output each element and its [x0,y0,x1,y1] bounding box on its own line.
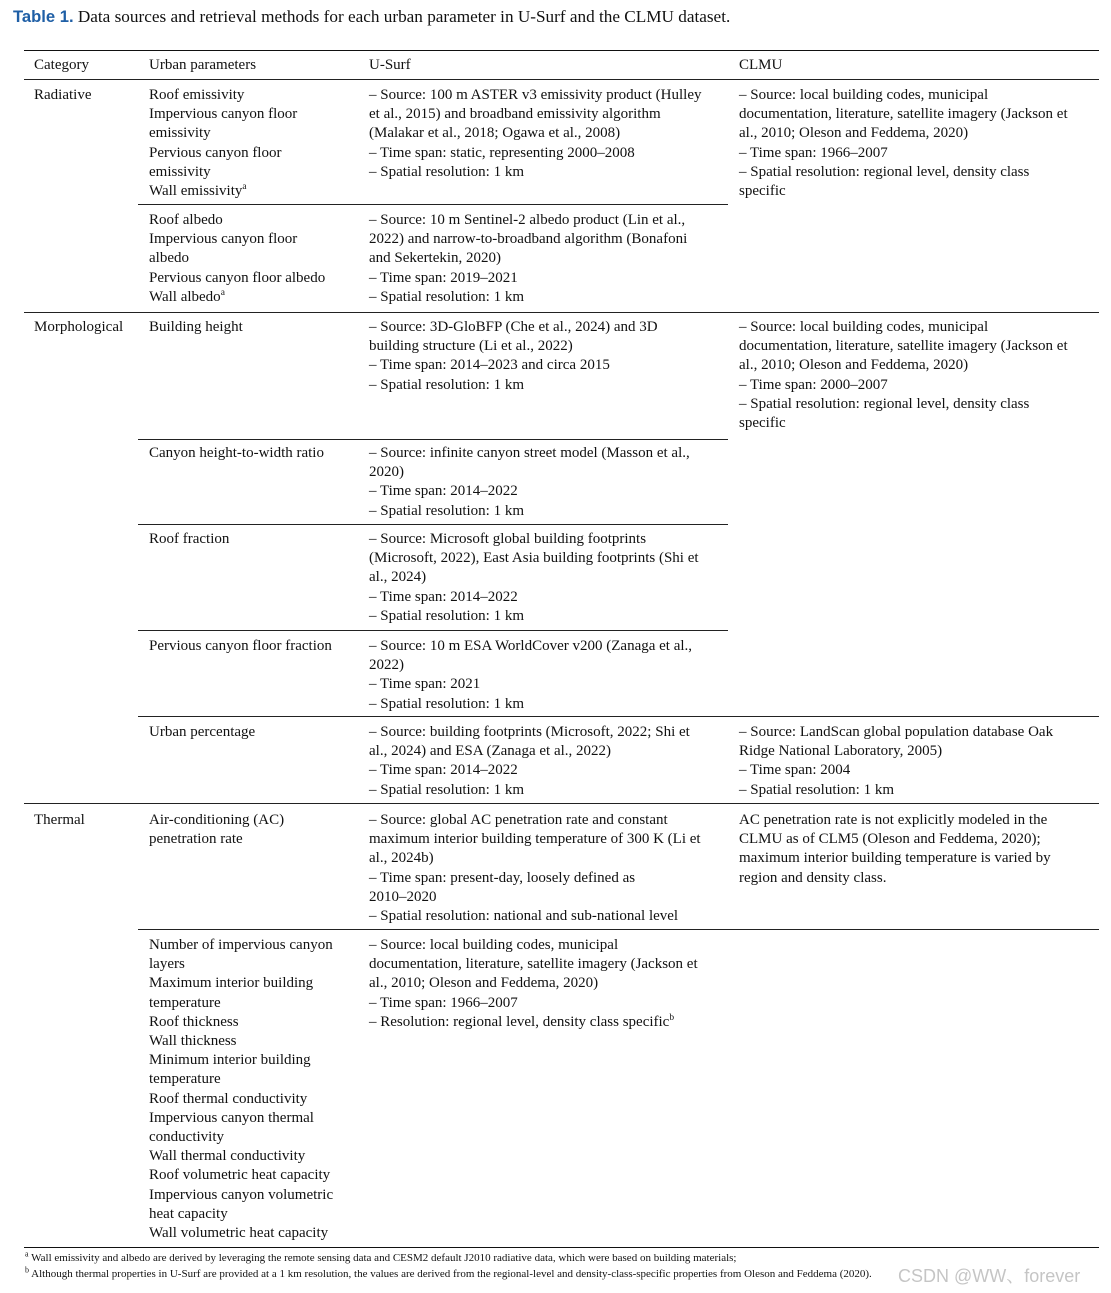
footnote-b-marker: b [669,1012,675,1023]
watermark: CSDN @WW、forever [898,1266,1081,1286]
header-category: Category [34,57,89,73]
params-height-width: Canyon height-to-width ratio [149,445,324,461]
footnote-a-text: Wall emissivity and albedo are derived by leveraging the remote sensing data and CESM2 default J2010 radiative data, which were based on building materials; [31,1252,737,1264]
header-rule [24,79,1099,80]
usurf-emissivity: – Source: 100 m ASTER v3 emissivity product (Hulley et al., 2015) and broadband emissivity algorithm (Malakar et al., 2018; Ogawa et al., 2008) – Time span: static, representing 2000–2008 – Spatial resolution: 1 km [369,87,702,180]
usurf-pervious-fraction: – Source: 10 m ESA WorldCover v200 (Zanaga et al., 2022) – Time span: 2021 – Spatial resolution: 1 km [369,638,693,712]
footnote-a-marker: a [242,182,247,193]
footnote-a-marker-2: a [220,287,225,298]
table-caption [13,5,730,29]
params-thermal-other: Number of impervious canyon layers Maximum interior building temperature Roof thickness Wall thickness Minimum interior building temperature Roof thermal conductivity Impervious canyon thermal conductivity Wall thermal conductivity Roof volumetric heat capacity Impervious canyon volumetric heat capacity Wall volumetric heat capacity [149,937,334,1242]
clmu-ac: AC penetration rate is not explicitly modeled in the CLMU as of CLM5 (Oleson and Feddema, 2020); maximum interior building temperature is varied by region and density class. [739,812,1051,886]
bottom-rule [24,1247,1099,1248]
params-ac: Air-conditioning (AC) penetration rate [149,812,285,848]
table-label: Table 1. [13,7,74,26]
category-morphological: Morphological [34,319,124,335]
footnote-b [25,1267,872,1281]
usurf-thermal-other: – Source: local building codes, municipal documentation, literature, satellite imagery (Jackson et al., 2010; Oleson and Feddema, 2020) – Time span: 1966–2007 – Resolution: regional level, density class specific$^b$ [369,937,698,1030]
usurf-roof-fraction: – Source: Microsoft global building footprints (Microsoft, 2022), East Asia building footprints (Shi et al., 2024) – Time span: 2014–2022 – Spatial resolution: 1 km [369,531,699,624]
rule-radiative-end [24,312,1099,313]
clmu-radiative: – Source: local building codes, municipal documentation, literature, satellite imagery (Jackson et al., 2010; Oleson and Feddema, 2020) – Time span: 1966–2007 – Spatial resolution: regional level, density class specific [739,87,1068,200]
usurf-ac: – Source: global AC penetration rate and constant maximum interior building temperature of 300 K (Li et al., 2024b) – Time span: present-day, loosely defined as 2010–2020 – Spatial resolution: national and sub-national level [369,812,701,925]
footnote-b-symbol: b [25,1265,29,1275]
category-radiative: Radiative [34,87,92,103]
caption-text: Data sources and retrieval methods for each urban parameter in U-Surf and the CLMU dataset. [77,7,731,26]
usurf-height-width: – Source: infinite canyon street model (Masson et al., 2020) – Time span: 2014–2022 – Spatial resolution: 1 km [369,445,690,519]
rule-pf [138,716,1099,717]
header-clmu: CLMU [739,57,783,73]
usurf-building-height: – Source: 3D-GloBFP (Che et al., 2024) and 3D building structure (Li et al., 2022) – Time span: 2014–2023 and circa 2015 – Spatial resolution: 1 km [369,319,658,393]
top-rule [24,50,1099,51]
clmu-morphological: – Source: local building codes, municipal documentation, literature, satellite imagery (Jackson et al., 2010; Oleson and Feddema, 2020) – Time span: 2000–2007 – Spatial resolution: regional level, density class specific [739,319,1068,432]
rule-morphological-end [24,803,1099,804]
footnote-a [25,1251,736,1265]
rule-bh [138,439,728,440]
params-albedo: Roof albedo Impervious canyon floor albedo Pervious canyon floor albedo Wall albedo$^a$ [149,212,326,305]
params-building-height: Building height [149,319,243,335]
footnote-b-text: Although thermal properties in U-Surf are provided at a 1 km resolution, the values are derived from the regional-level and density-class-specific properties from Oleson and Feddema (2020). [31,1268,872,1280]
header-usurf: U-Surf [369,57,411,73]
header-urban-parameters: Urban parameters [149,57,257,73]
params-roof-fraction: Roof fraction [149,531,230,547]
footnote-a-symbol: a [25,1249,29,1259]
params-emissivity: Roof emissivity Impervious canyon floor emissivity Pervious canyon floor emissivity Wall emissivity$^a$ [149,87,298,200]
rule-ac [138,929,1099,930]
category-thermal: Thermal [34,812,85,828]
params-pervious-fraction: Pervious canyon floor fraction [149,638,332,654]
params-urban-percentage: Urban percentage [149,724,256,740]
rule-rf [138,630,728,631]
rule-rad-emis [138,204,728,205]
clmu-urban-percentage: – Source: LandScan global population database Oak Ridge National Laboratory, 2005) – Time span: 2004 – Spatial resolution: 1 km [739,724,1054,798]
rule-hw [138,524,728,525]
usurf-albedo: – Source: 10 m Sentinel-2 albedo product (Lin et al., 2022) and narrow-to-broadband algorithm (Bonafoni and Sekertekin, 2020) – Time span: 2019–2021 – Spatial resolution: 1 km [369,212,688,305]
usurf-urban-percentage: – Source: building footprints (Microsoft, 2022; Shi et al., 2024) and ESA (Zanaga et al., 2022) – Time span: 2014–2022 – Spatial resolution: 1 km [369,724,690,798]
